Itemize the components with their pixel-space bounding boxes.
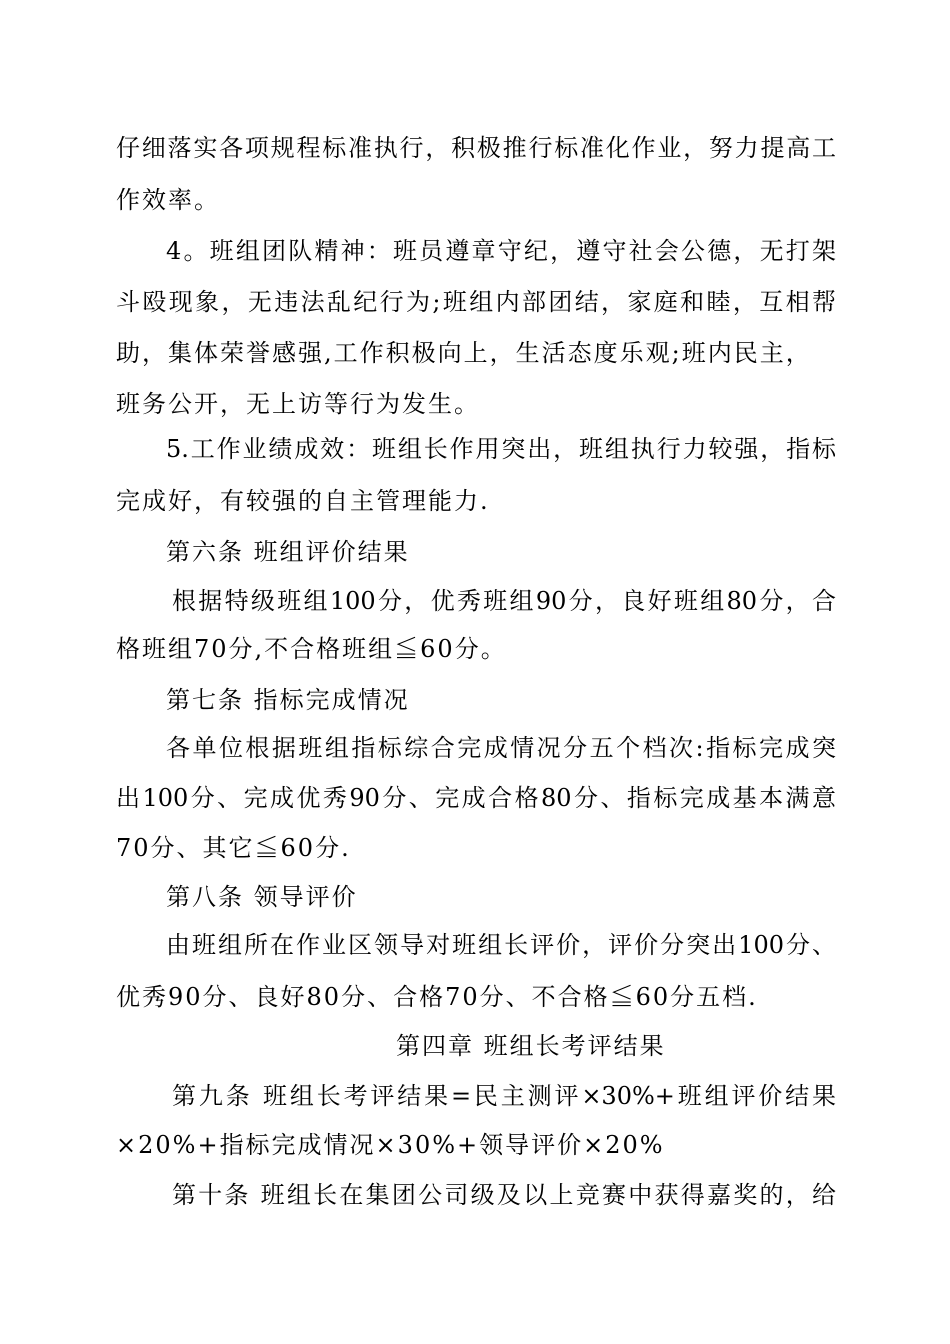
text-line: 仔细落实各项规程标准执行，积极推行标准化作业，努力提高工 — [116, 134, 836, 162]
text-line: 作效率。 — [116, 186, 220, 214]
section-heading: 第七条 指标完成情况 — [166, 686, 410, 714]
text-line: 70分、其它≦60分. — [116, 834, 351, 862]
text-line: 4。班组团队精神：班员遵章守纪，遵守社会公德，无打架 — [166, 237, 836, 265]
text-line: 由班组所在作业区领导对班组长评价，评价分突出100分、 — [166, 931, 836, 959]
chapter-heading: 第四章 班组长考评结果 — [396, 1032, 666, 1060]
text-line: 完成好，有较强的自主管理能力. — [116, 487, 490, 515]
text-line: 助，集体荣誉感强,工作积极向上，生活态度乐观;班内民主， — [116, 339, 812, 367]
section-heading: 第六条 班组评价结果 — [166, 538, 410, 566]
section-heading: 第八条 领导评价 — [166, 883, 358, 911]
text-line: 5.工作业绩成效：班组长作用突出，班组执行力较强，指标 — [166, 435, 836, 463]
text-line: 各单位根据班组指标综合完成情况分五个档次:指标完成突 — [166, 734, 836, 762]
text-line: 第十条 班组长在集团公司级及以上竞赛中获得嘉奖的，给 — [172, 1181, 836, 1209]
text-line: 斗殴现象，无违法乱纪行为;班组内部团结，家庭和睦，互相帮 — [116, 288, 836, 316]
text-line: 格班组70分,不合格班组≦60分。 — [116, 635, 507, 663]
text-line: 优秀90分、良好80分、合格70分、不合格≦60分五档. — [116, 983, 758, 1011]
text-line: 根据特级班组100分，优秀班组90分，良好班组80分，合 — [172, 587, 836, 615]
text-line: 出100分、完成优秀90分、完成合格80分、指标完成基本满意 — [116, 784, 836, 812]
text-line: ×20%+指标完成情况×30%+领导评价×20% — [116, 1131, 665, 1159]
text-line: 班务公开，无上访等行为发生。 — [116, 390, 480, 418]
text-line: 第九条 班组长考评结果=民主测评×30%+班组评价结果 — [172, 1082, 836, 1110]
